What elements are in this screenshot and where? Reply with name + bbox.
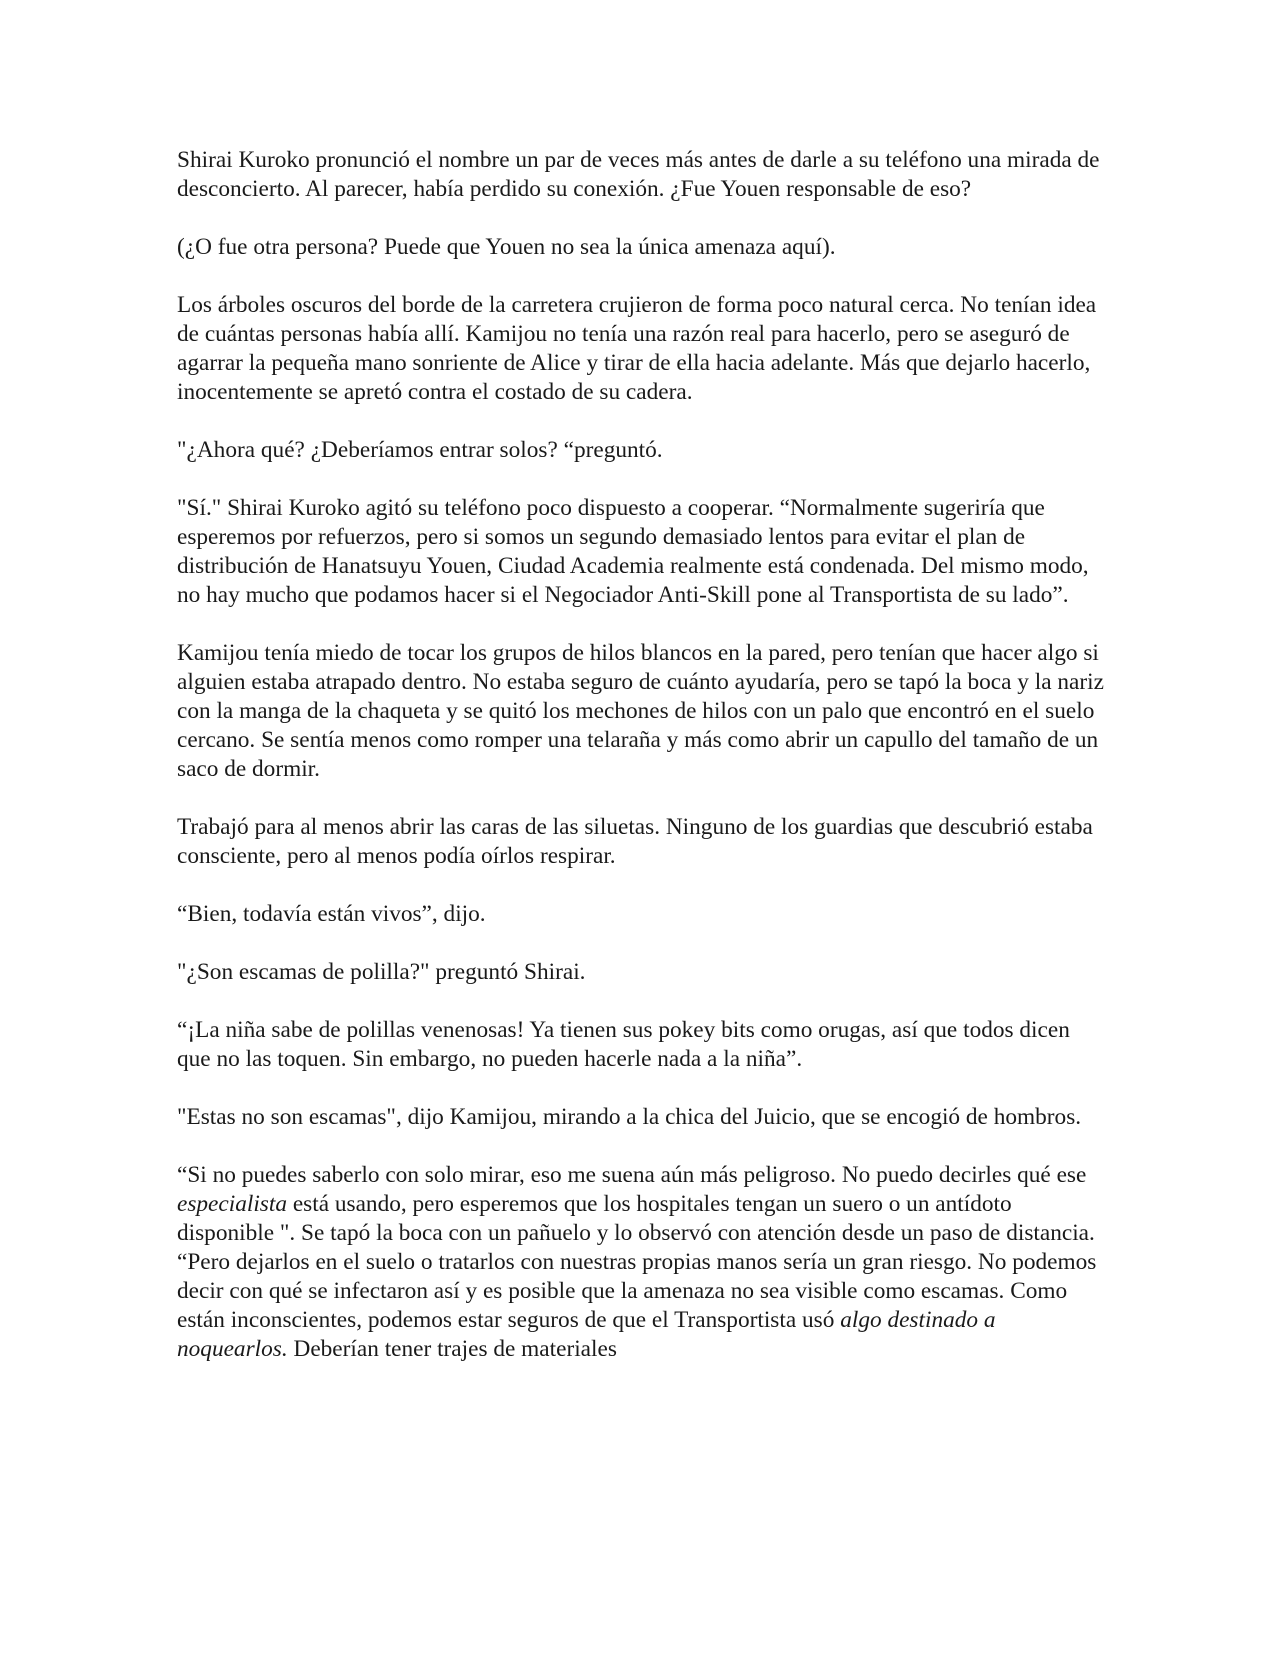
paragraph-text: Shirai Kuroko pronunció el nombre un par de veces más antes de darle a su teléfono una mirada de desconcierto. Al parecer, había perdido su conexión. ¿Fue Youen responsable de eso? bbox=[177, 147, 1100, 202]
paragraph-text: Kamijou tenía miedo de tocar los grupos de hilos blancos en la pared, pero tenían que hacer algo si alguien estaba atrapado dentro. No estaba seguro de cuánto ayudaría, pero se tapó la boca y la nariz con la manga de la chaqueta y se quitó los mechones de hilos con un palo que encontró en el suelo cercano. Se sentía menos como romper una telaraña y más como abrir un capullo del tamaño de un saco de dormir. bbox=[177, 640, 1104, 782]
paragraph-text: "¿Ahora qué? ¿Deberíamos entrar solos? “preguntó. bbox=[177, 437, 663, 463]
paragraph-text: “¡La niña sabe de polillas venenosas! Ya tienen sus pokey bits como orugas, así que todos dicen que no las toquen. Sin embargo, no pueden hacerle nada a la niña”. bbox=[177, 1017, 1070, 1072]
paragraph-text: Deberían tener trajes de materiales bbox=[287, 1336, 617, 1362]
paragraph-text: “Bien, todavía están vivos”, dijo. bbox=[177, 901, 486, 927]
paragraph bbox=[177, 958, 1107, 987]
paragraph-text: está usando, pero esperemos que los hospitales tengan un suero o un antídoto disponible ". Se tapó la boca con un pañuelo y lo observó con atención desde un paso de distancia. “Pero dejarlos en el suelo o tratarlos con nuestras propias manos sería un gran riesgo. No podemos decir con qué se infectaron así y es posible que la amenaza no sea visible como escamas. Como están inconscientes, podemos estar seguros de que el Transportista usó bbox=[177, 1191, 1097, 1333]
paragraph bbox=[177, 813, 1107, 871]
paragraph-text: Trabajó para al menos abrir las caras de las siluetas. Ninguno de los guardias que descubrió estaba consciente, pero al menos podía oírlos respirar. bbox=[177, 814, 1093, 869]
paragraph bbox=[177, 1161, 1107, 1364]
paragraph bbox=[177, 494, 1107, 610]
paragraph-text: (¿O fue otra persona? Puede que Youen no sea la única amenaza aquí). bbox=[177, 234, 836, 260]
paragraph bbox=[177, 1016, 1107, 1074]
paragraph-text: “Si no puedes saberlo con solo mirar, eso me suena aún más peligroso. No puedo decirles qué ese bbox=[177, 1162, 1087, 1188]
italic-text: especialista bbox=[177, 1191, 287, 1217]
paragraph bbox=[177, 1103, 1107, 1132]
italic-text: algo destinado a noquearlos. bbox=[177, 1307, 996, 1362]
paragraph bbox=[177, 233, 1107, 262]
paragraph-text: "Sí." Shirai Kuroko agitó su teléfono poco dispuesto a cooperar. “Normalmente sugeriría que esperemos por refuerzos, pero si somos un segundo demasiado lentos para evitar el plan de distribución de Hanatsuyu Youen, Ciudad Academia realmente está condenada. Del mismo modo, no hay mucho que podamos hacer si el Negociador Anti-Skill pone al Transportista de su lado”. bbox=[177, 495, 1089, 608]
paragraph bbox=[177, 146, 1107, 204]
paragraph-text: "¿Son escamas de polilla?" preguntó Shirai. bbox=[177, 959, 586, 985]
paragraph bbox=[177, 639, 1107, 784]
paragraph bbox=[177, 436, 1107, 465]
paragraph bbox=[177, 291, 1107, 407]
paragraph-text: "Estas no son escamas", dijo Kamijou, mirando a la chica del Juicio, que se encogió de hombros. bbox=[177, 1104, 1082, 1130]
document-body bbox=[177, 146, 1107, 1364]
paragraph-text: Los árboles oscuros del borde de la carretera crujieron de forma poco natural cerca. No tenían idea de cuántas personas había allí. Kamijou no tenía una razón real para hacerlo, pero se aseguró de agarrar la pequeña mano sonriente de Alice y tirar de ella hacia adelante. Más que dejarlo hacerlo, inocentemente se apretó contra el costado de su cadera. bbox=[177, 292, 1097, 405]
paragraph bbox=[177, 900, 1107, 929]
